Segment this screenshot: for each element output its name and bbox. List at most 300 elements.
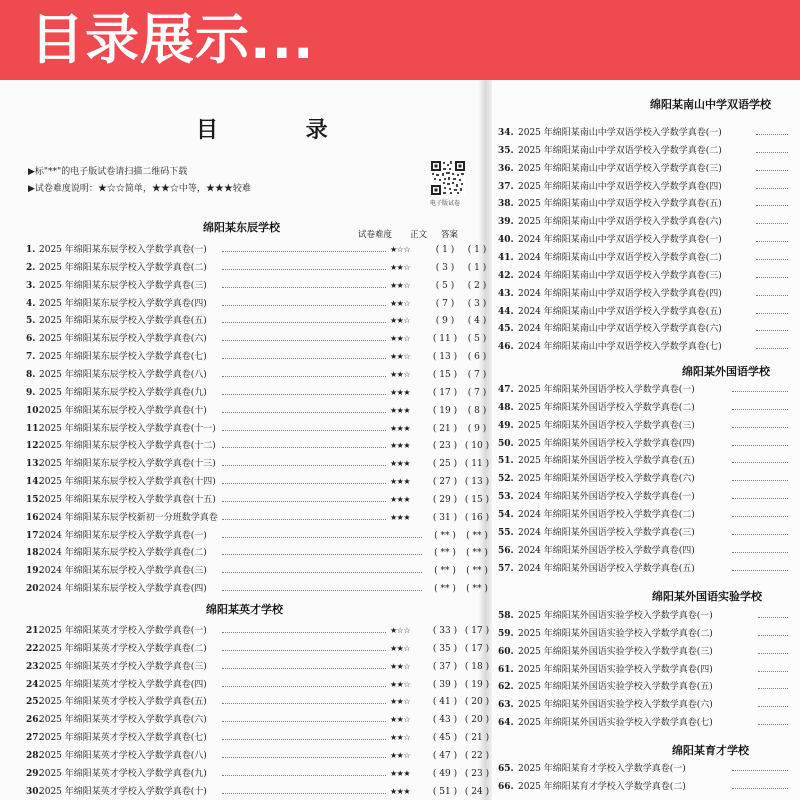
difficulty-stars: ★★★	[390, 768, 411, 778]
entry-page: ( 51 )	[432, 786, 458, 797]
toc-entry[interactable]	[498, 287, 788, 301]
difficulty-stars: ★★★	[390, 459, 411, 469]
toc-entry[interactable]	[498, 144, 788, 158]
dot-leader	[222, 483, 386, 484]
toc-entry[interactable]	[498, 526, 788, 540]
entry-answer-page: ( 4 )	[467, 316, 487, 327]
entry-title: 2025 年绵阳某外国语实验学校入学数学真卷(六)	[518, 700, 713, 711]
entry-page: ( 23 )	[432, 441, 458, 452]
toc-entry[interactable]	[26, 529, 490, 543]
entry-page: ( 19 )	[432, 405, 458, 416]
entry-title: 2025 年绵阳某外国语实验学校入学数学真卷(三)	[518, 646, 713, 657]
difficulty-stars: ★★☆	[390, 661, 411, 671]
toc-entry[interactable]	[498, 233, 788, 247]
entry-number: 9.	[26, 387, 36, 398]
toc-entry[interactable]	[26, 314, 490, 328]
dot-leader	[756, 277, 788, 278]
entry-title: 2024 年绵阳某南山中学双语学校入学数学真卷(六)	[518, 324, 722, 335]
toc-entry[interactable]	[26, 660, 490, 674]
toc-entry[interactable]	[26, 350, 490, 364]
entry-title: 2025 年绵阳某英才学校入学数学真卷(一)	[39, 626, 207, 636]
entry-title: 2025 年绵阳某南山中学双语学校入学数学真卷(一)	[518, 128, 722, 138]
entry-number: 38.	[498, 199, 514, 210]
entry-page: ( ** )	[434, 530, 456, 541]
toc-entry[interactable]	[498, 490, 788, 504]
entry-page: ( 15 )	[432, 369, 458, 380]
entry-answer-page: ( 3 )	[467, 298, 487, 309]
entry-answer-page: ( 20 )	[464, 697, 490, 708]
dot-leader	[732, 552, 788, 553]
toc-entry[interactable]	[26, 767, 490, 781]
difficulty-stars: ★★☆	[390, 298, 411, 308]
toc-entry[interactable]	[498, 627, 788, 641]
entry-number: 5.	[26, 316, 36, 327]
dot-leader	[732, 391, 788, 392]
toc-entry[interactable]	[498, 197, 788, 211]
entry-title: 2025 年绵阳某东辰学校入学数学真卷(九)	[39, 387, 207, 398]
dot-leader	[732, 445, 788, 446]
toc-entry[interactable]	[26, 546, 490, 560]
dot-leader	[758, 635, 788, 636]
entry-answer-page: ( 6 )	[467, 352, 487, 363]
difficulty-stars: ★★★	[390, 423, 411, 433]
difficulty-stars: ★★☆	[390, 316, 411, 326]
entry-answer-page: ( 8 )	[467, 405, 487, 416]
entry-number: 23.	[26, 661, 42, 672]
entry-page: ( ** )	[434, 566, 456, 577]
entry-number: 49.	[498, 420, 514, 431]
entry-number: 60.	[498, 646, 514, 657]
toc-entry[interactable]	[26, 439, 490, 453]
toc-entry[interactable]	[26, 624, 490, 638]
dot-leader	[222, 537, 422, 538]
difficulty-stars: ★★★	[390, 477, 411, 487]
difficulty-stars: ★★☆	[390, 679, 411, 689]
dot-leader	[222, 590, 422, 591]
difficulty-stars: ★★☆	[390, 369, 411, 379]
dot-leader	[222, 358, 386, 359]
entry-title: 2024 年绵阳某外国语学校入学数学真卷(四)	[518, 545, 695, 556]
entry-title: 2024 年绵阳某南山中学双语学校入学数学真卷(五)	[518, 306, 722, 317]
entry-number: 36.	[498, 163, 514, 174]
entry-page: ( 5 )	[435, 280, 455, 291]
dot-leader	[222, 632, 386, 633]
entry-title: 2024 年绵阳某南山中学双语学校入学数学真卷(四)	[518, 288, 722, 299]
dot-leader	[222, 739, 386, 740]
dot-leader	[756, 188, 788, 189]
toc-entry[interactable]	[498, 269, 788, 283]
toc-entry[interactable]	[498, 544, 788, 558]
toc-entry[interactable]	[498, 663, 788, 677]
entry-number: 43.	[498, 288, 514, 299]
entry-answer-page: ( 10 )	[464, 441, 490, 452]
toc-entry[interactable]	[26, 404, 490, 418]
entry-title: 2025 年绵阳某育才学校入学数学真卷(一)	[518, 764, 686, 774]
toc-entry[interactable]	[26, 582, 490, 596]
entry-answer-page: ( 24 )	[464, 786, 490, 797]
toc-entry[interactable]	[498, 508, 788, 522]
entry-number: 15.	[26, 494, 42, 505]
entry-number: 57.	[498, 563, 514, 574]
entry-number: 64.	[498, 718, 514, 729]
entry-title: 2025 年绵阳某外国语学校入学数学真卷(二)	[518, 402, 695, 413]
entry-page: ( 1 )	[435, 245, 455, 255]
toc-entry[interactable]	[26, 695, 490, 709]
dot-leader	[732, 462, 788, 463]
entry-title: 2025 年绵阳某英才学校入学数学真卷(五)	[39, 697, 207, 708]
dot-leader	[222, 430, 386, 431]
entry-page: ( 31 )	[432, 512, 458, 523]
entry-title: 2025 年绵阳某英才学校入学数学真卷(三)	[39, 661, 207, 672]
entry-number: 21.	[26, 626, 42, 636]
toc-entry[interactable]	[498, 645, 788, 659]
entry-number: 28.	[26, 750, 42, 761]
toc-entry[interactable]	[498, 126, 788, 140]
toc-entry[interactable]	[26, 297, 490, 311]
dot-leader	[222, 650, 386, 651]
dot-leader	[222, 376, 386, 377]
dot-leader	[222, 465, 386, 466]
toc-entry[interactable]	[26, 279, 490, 293]
entry-answer-page: ( 1 )	[467, 262, 487, 273]
entry-page: ( 47 )	[432, 750, 458, 761]
toc-entry[interactable]	[26, 493, 490, 507]
entry-title: 2025 年绵阳某外国语实验学校入学数学真卷(二)	[518, 628, 713, 639]
entry-number: 35.	[498, 145, 514, 156]
entry-number: 27.	[26, 733, 42, 744]
entry-title: 2025 年绵阳某南山中学双语学校入学数学真卷(六)	[518, 217, 722, 228]
entry-number: 56.	[498, 545, 514, 556]
toc-entry[interactable]	[498, 383, 788, 397]
entry-title: 2025 年绵阳某英才学校入学数学真卷(四)	[39, 679, 207, 690]
entry-number: 18.	[26, 548, 42, 559]
entry-title: 2024 年绵阳某南山中学双语学校入学数学真卷(三)	[518, 270, 722, 281]
entry-page: ( 7 )	[435, 298, 455, 309]
entry-number: 3.	[26, 280, 36, 291]
difficulty-stars: ★★☆	[390, 334, 411, 344]
entry-page: ( 9 )	[435, 316, 455, 327]
header-banner	[0, 0, 800, 80]
entry-answer-page: ( ** )	[466, 566, 488, 577]
entry-number: 48.	[498, 402, 514, 413]
entry-number: 19.	[26, 566, 42, 577]
entry-title: 2024 年绵阳某外国语学校入学数学真卷(五)	[518, 563, 695, 574]
entry-title: 2025 年绵阳某外国语学校入学数学真卷(六)	[518, 474, 695, 485]
entry-number: 25.	[26, 697, 42, 708]
school-heading: 绵阳某外国语实验学校	[652, 590, 762, 603]
difficulty-stars: ★★★	[390, 786, 411, 796]
dot-leader	[222, 412, 386, 413]
entry-title: 2024 年绵阳某外国语学校入学数学真卷(三)	[518, 527, 695, 538]
dot-leader	[756, 134, 788, 135]
entry-title: 2025 年绵阳某英才学校入学数学真卷(六)	[39, 715, 207, 726]
entry-answer-page: ( ** )	[466, 530, 488, 541]
dot-leader	[756, 152, 788, 153]
entry-answer-page: ( 13 )	[464, 477, 490, 488]
toc-entry[interactable]	[26, 475, 490, 489]
column-header-answer: 答案	[441, 230, 459, 240]
toc-title: 目 录	[196, 117, 368, 143]
difficulty-stars: ★★☆	[390, 262, 411, 272]
dot-leader	[222, 572, 422, 573]
toc-entry[interactable]	[26, 261, 490, 275]
toc-entry[interactable]	[498, 716, 788, 730]
school-heading: 绵阳某英才学校	[206, 603, 283, 616]
dot-leader	[732, 427, 788, 428]
toc-entry[interactable]	[498, 562, 788, 576]
entry-title: 2024 年绵阳某南山中学双语学校入学数学真卷(一)	[518, 235, 722, 246]
entry-number: 30.	[26, 786, 42, 797]
entry-number: 11.	[26, 423, 42, 434]
entry-title: 2025 年绵阳某外国语学校入学数学真卷(四)	[518, 438, 695, 449]
entry-number: 8.	[26, 369, 36, 380]
entry-answer-page: ( 21 )	[464, 733, 490, 744]
entry-number: 40.	[498, 235, 514, 246]
dot-leader	[732, 534, 788, 535]
difficulty-stars: ★☆☆	[390, 626, 411, 635]
dot-leader	[758, 724, 788, 725]
entry-title: 2025 年绵阳某外国语实验学校入学数学真卷(一)	[518, 611, 713, 621]
entry-title: 2025 年绵阳某东辰学校入学数学真卷(一)	[39, 245, 207, 255]
dot-leader	[758, 653, 788, 654]
dot-leader	[756, 313, 788, 314]
entry-title: 2025 年绵阳某英才学校入学数学真卷(九)	[39, 768, 207, 779]
difficulty-stars: ★★★	[390, 512, 411, 522]
dot-leader	[222, 287, 386, 288]
difficulty-stars: ★★★	[390, 494, 411, 504]
entry-title: 2025 年绵阳某东辰学校入学数学真卷(十三)	[39, 459, 216, 470]
difficulty-stars: ★★☆	[390, 352, 411, 362]
entry-number: 62.	[498, 682, 514, 693]
toc-entry[interactable]	[26, 731, 490, 745]
entry-page: ( 27 )	[432, 477, 458, 488]
entry-answer-page: ( 16 )	[464, 512, 490, 523]
entry-number: 63.	[498, 700, 514, 711]
toc-entry[interactable]	[26, 713, 490, 727]
toc-entry[interactable]	[498, 698, 788, 712]
toc-entry[interactable]	[498, 419, 788, 433]
entry-answer-page: ( 22 )	[464, 750, 490, 761]
entry-title: 2025 年绵阳某外国语实验学校入学数学真卷(四)	[518, 664, 713, 675]
toc-entry[interactable]	[26, 785, 490, 799]
entry-title: 2025 年绵阳某东辰学校入学数学真卷(十五)	[39, 494, 216, 505]
toc-entry[interactable]	[26, 386, 490, 400]
dot-leader	[756, 348, 788, 349]
entry-number: 26.	[26, 715, 42, 726]
dot-leader	[222, 757, 386, 758]
entry-title: 2024 年绵阳某东辰学校入学数学真卷(二)	[39, 548, 207, 559]
entry-number: 51.	[498, 456, 514, 467]
entry-answer-page: ( 7 )	[467, 387, 487, 398]
entry-title: 2024 年绵阳某南山中学双语学校入学数学真卷(七)	[518, 342, 722, 353]
toc-entry[interactable]	[498, 162, 788, 176]
difficulty-stars: ★★☆	[390, 643, 411, 653]
toc-entry[interactable]	[498, 780, 788, 794]
toc-entry[interactable]	[26, 749, 490, 763]
entry-title: 2025 年绵阳某东辰学校入学数学真卷(五)	[39, 316, 207, 327]
entry-number: 37.	[498, 181, 514, 192]
toc-entry[interactable]	[498, 180, 788, 194]
entry-title: 2025 年绵阳某东辰学校入学数学真卷(十四)	[39, 477, 216, 488]
entry-page: ( 3 )	[435, 262, 455, 273]
entry-title: 2024 年绵阳某东辰学校新初一分班数学真卷	[39, 512, 218, 523]
entry-answer-page: ( 15 )	[464, 494, 490, 505]
entry-title: 2025 年绵阳某南山中学双语学校入学数学真卷(三)	[518, 163, 722, 174]
difficulty-note: ▶试卷难度说明：★☆☆简单，★★☆中等，★★★较难	[28, 184, 251, 194]
toc-entry[interactable]	[498, 609, 788, 623]
dot-leader	[758, 617, 788, 618]
toc-entry[interactable]	[26, 678, 490, 692]
entry-answer-page: ( 5 )	[467, 334, 487, 345]
entry-page: ( 29 )	[432, 494, 458, 505]
dot-leader	[222, 340, 386, 341]
toc-entry[interactable]	[498, 340, 788, 354]
entry-number: 34.	[498, 128, 514, 138]
dot-leader	[756, 259, 788, 260]
dot-leader	[222, 447, 386, 448]
entry-page: ( ** )	[434, 584, 456, 595]
entry-title: 2025 年绵阳某东辰学校入学数学真卷(四)	[39, 298, 207, 309]
dot-leader	[222, 554, 422, 555]
toc-entry[interactable]	[498, 454, 788, 468]
dot-leader	[732, 498, 788, 499]
toc-entry[interactable]	[498, 305, 788, 319]
entry-number: 6.	[26, 334, 36, 345]
toc-entry[interactable]	[498, 437, 788, 451]
entry-title: 2025 年绵阳某外国语实验学校入学数学真卷(五)	[518, 682, 713, 693]
dot-leader	[222, 703, 386, 704]
entry-page: ( 41 )	[432, 697, 458, 708]
entry-title: 2024 年绵阳某东辰学校入学数学真卷(一)	[39, 530, 207, 541]
entry-page: ( 37 )	[432, 661, 458, 672]
entry-answer-page: ( 19 )	[464, 679, 490, 690]
toc-entry[interactable]	[498, 762, 788, 776]
entry-number: 14.	[26, 477, 42, 488]
download-note: ▶标"**"的电子版试卷请扫描二维码下载	[28, 167, 188, 177]
entry-page: ( 49 )	[432, 768, 458, 779]
toc-entry[interactable]	[498, 322, 788, 336]
toc-entry[interactable]	[498, 472, 788, 486]
entry-title: 2025 年绵阳某南山中学双语学校入学数学真卷(四)	[518, 181, 722, 192]
entry-number: 55.	[498, 527, 514, 538]
toc-entry[interactable]	[26, 564, 490, 578]
toc-entry[interactable]	[26, 368, 490, 382]
difficulty-stars: ★★☆	[390, 715, 411, 725]
dot-leader	[222, 519, 386, 520]
entry-page: ( 45 )	[432, 733, 458, 744]
toc-entry[interactable]	[498, 215, 788, 229]
entry-answer-page: ( 9 )	[467, 423, 487, 434]
entry-number: 16.	[26, 512, 42, 523]
toc-entry[interactable]	[498, 401, 788, 415]
entry-number: 20.	[26, 584, 42, 595]
entry-number: 46.	[498, 342, 514, 353]
dot-leader	[732, 516, 788, 517]
entry-number: 50.	[498, 438, 514, 449]
entry-title: 2025 年绵阳某外国语实验学校入学数学真卷(七)	[518, 718, 713, 729]
entry-title: 2025 年绵阳某育才学校入学数学真卷(二)	[518, 781, 686, 792]
entry-number: 1.	[26, 245, 36, 255]
dot-leader	[732, 480, 788, 481]
school-heading: 绵阳某南山中学双语学校	[650, 98, 771, 111]
dot-leader	[222, 721, 386, 722]
toc-entry[interactable]	[26, 642, 490, 656]
entry-number: 54.	[498, 509, 514, 520]
entry-number: 10.	[26, 405, 42, 416]
difficulty-stars: ★★★	[390, 387, 411, 397]
entry-number: 29.	[26, 768, 42, 779]
toc-entry[interactable]	[26, 422, 490, 436]
dot-leader	[758, 671, 788, 672]
toc-entry[interactable]	[26, 243, 490, 257]
entry-title: 2024 年绵阳某南山中学双语学校入学数学真卷(二)	[518, 252, 722, 263]
toc-entry[interactable]	[498, 251, 788, 265]
entry-title: 2025 年绵阳某东辰学校入学数学真卷(十二)	[39, 441, 216, 452]
entry-answer-page: ( 2 )	[467, 280, 487, 291]
entry-number: 22.	[26, 643, 42, 654]
entry-title: 2025 年绵阳某英才学校入学数学真卷(十)	[39, 786, 207, 797]
toc-entry[interactable]	[498, 680, 788, 694]
qr-code-icon	[430, 160, 466, 196]
entry-number: 17.	[26, 530, 42, 541]
difficulty-stars: ★★☆	[390, 280, 411, 290]
difficulty-stars: ★★★	[390, 405, 411, 415]
entry-page: ( 11 )	[432, 334, 458, 345]
entry-answer-page: ( ** )	[466, 584, 488, 595]
dot-leader	[756, 241, 788, 242]
entry-number: 7.	[26, 352, 36, 363]
entry-number: 39.	[498, 217, 514, 228]
toc-entry[interactable]	[26, 511, 490, 525]
toc-entry[interactable]	[26, 457, 490, 471]
dot-leader	[732, 409, 788, 410]
entry-title: 2025 年绵阳某英才学校入学数学真卷(七)	[39, 733, 207, 744]
entry-page: ( 21 )	[432, 423, 458, 434]
entry-number: 42.	[498, 270, 514, 281]
entry-answer-page: ( ** )	[466, 548, 488, 559]
dot-leader	[222, 686, 386, 687]
entry-title: 2025 年绵阳某外国语学校入学数学真卷(三)	[518, 420, 695, 431]
entry-answer-page: ( 18 )	[464, 661, 490, 672]
dot-leader	[222, 775, 386, 776]
toc-entry[interactable]	[26, 332, 490, 346]
entry-title: 2024 年绵阳某外国语学校入学数学真卷(二)	[518, 509, 695, 520]
entry-number: 44.	[498, 306, 514, 317]
dot-leader	[756, 295, 788, 296]
entry-number: 2.	[26, 262, 36, 273]
entry-title: 2025 年绵阳某英才学校入学数学真卷(二)	[39, 643, 207, 654]
dot-leader	[222, 501, 386, 502]
entry-page: ( 43 )	[432, 715, 458, 726]
entry-page: ( 33 )	[432, 626, 458, 636]
entry-title: 2025 年绵阳某英才学校入学数学真卷(八)	[39, 750, 207, 761]
entry-title: 2025 年绵阳某东辰学校入学数学真卷(八)	[39, 369, 207, 380]
dot-leader	[732, 788, 788, 789]
difficulty-stars: ★★★	[390, 441, 411, 451]
entry-title: 2025 年绵阳某东辰学校入学数学真卷(三)	[39, 280, 207, 291]
entry-number: 53.	[498, 492, 514, 503]
entry-page: ( ** )	[434, 548, 456, 559]
dot-leader	[756, 330, 788, 331]
entry-title: 2025 年绵阳某南山中学双语学校入学数学真卷(五)	[518, 199, 722, 210]
entry-page: ( 25 )	[432, 459, 458, 470]
entry-answer-page: ( 17 )	[464, 643, 490, 654]
dot-leader	[758, 706, 788, 707]
dot-leader	[758, 688, 788, 689]
entry-number: 66.	[498, 781, 514, 792]
entry-answer-page: ( 20 )	[464, 715, 490, 726]
entry-answer-page: ( 11 )	[464, 459, 490, 470]
